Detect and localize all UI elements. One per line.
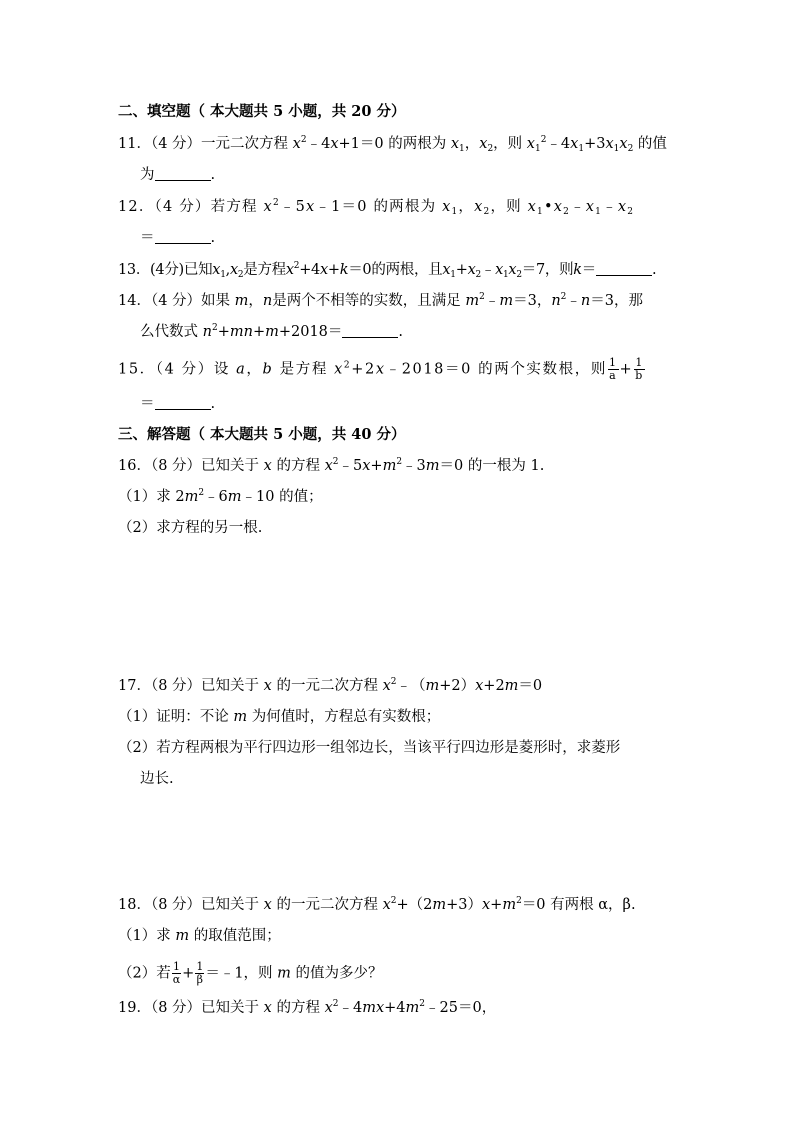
question-11-cont: 为 . <box>140 167 216 183</box>
question-17-part-2-cont: 边长. <box>140 771 174 787</box>
answer-blank[interactable] <box>342 323 398 338</box>
question-15-cont: ＝ . <box>140 396 216 412</box>
fraction-1-over-alpha: $\frac{1}{\alpha}$ <box>172 960 181 986</box>
question-18: 18．（8 分）已知关于 x 的一元二次方程 $x^2+(2m+3)x+m^2=0$ 有两根 α，β. <box>118 896 636 913</box>
fraction-1-over-beta: $\frac{1}{\beta}$ <box>196 960 204 986</box>
question-15: 15．（4 分）设 a，b 是方程 $x^2+2x﹣2018=0$ 的两个实数根，则 $\frac{1}{a}$ + $\frac{1}{b}$ <box>118 356 644 382</box>
question-18-part-1: （1）求 m 的取值范围； <box>118 928 281 944</box>
question-16: 16．（8 分）已知关于 x 的方程 $x^2﹣5x+m^2﹣3m=0$ 的一根为 1. <box>118 457 545 474</box>
question-18-part-2: （2）若 $\frac{1}{\alpha}$ + $\frac{1}{\beta}$ ＝﹣1，则 m 的值为多少？ <box>118 960 383 986</box>
question-17-part-1: （1）证明：不论 m 为何值时，方程总有实数根； <box>118 709 441 725</box>
question-13: 13．(4分)已知$x_1,x_2$是方程$x^2+4x+k=0$的两根，且$x_1+x_2﹣x_1x_2=7$，则k＝ . <box>118 261 657 280</box>
question-14-cont: 么代数式 $n^2+mn+m+2018=$ . <box>140 323 404 340</box>
fraction-1-over-b: $\frac{1}{b}$ <box>635 356 644 382</box>
answer-blank[interactable] <box>155 395 211 410</box>
question-19: 19．（8 分）已知关于 x 的方程 $x^2﹣4mx+4m^2﹣25=0$， <box>118 999 497 1016</box>
section-2-heading: 二、填空题（ 本大题共 5 小题，共 20 分） <box>118 103 406 120</box>
question-17-part-2: （2）若方程两根为平行四边形一组邻边长，当该平行四边形是菱形时，求菱形 <box>118 740 621 756</box>
question-17: 17．（8 分）已知关于 x 的一元二次方程 $x^2﹣(m+2)x+2m=0$ <box>118 677 543 694</box>
question-12-cont: ＝ . <box>140 230 216 246</box>
fraction-1-over-a: $\frac{1}{a}$ <box>608 356 618 382</box>
answer-blank[interactable] <box>596 261 652 276</box>
question-16-part-1: （1）求 $2m^2﹣6m﹣10$ 的值； <box>118 488 323 505</box>
question-12: 12．（4 分）若方程 $x^2﹣5x﹣1=0$ 的两根为 $x_1$，$x_2$，则 $x_1•x_2﹣x_1﹣x_2$ <box>118 198 635 217</box>
answer-blank[interactable] <box>155 166 211 181</box>
question-16-part-2: （2）求方程的另一根. <box>118 520 263 536</box>
answer-blank[interactable] <box>155 229 211 244</box>
question-11: 11．（4 分）一元二次方程 $x^2﹣4x+1=0$ 的两根为 $x_1$，$x_2$，则 $x_1^2﹣4x_1+3x_1x_2$ 的值 <box>118 135 667 154</box>
question-14: 14．（4 分）如果 m，n是两个不相等的实数，且满足 $m^2﹣m=3$，$n^2﹣n=3$，那 <box>118 292 643 309</box>
section-3-heading: 三、解答题（ 本大题共 5 小题，共 40 分） <box>118 426 406 443</box>
